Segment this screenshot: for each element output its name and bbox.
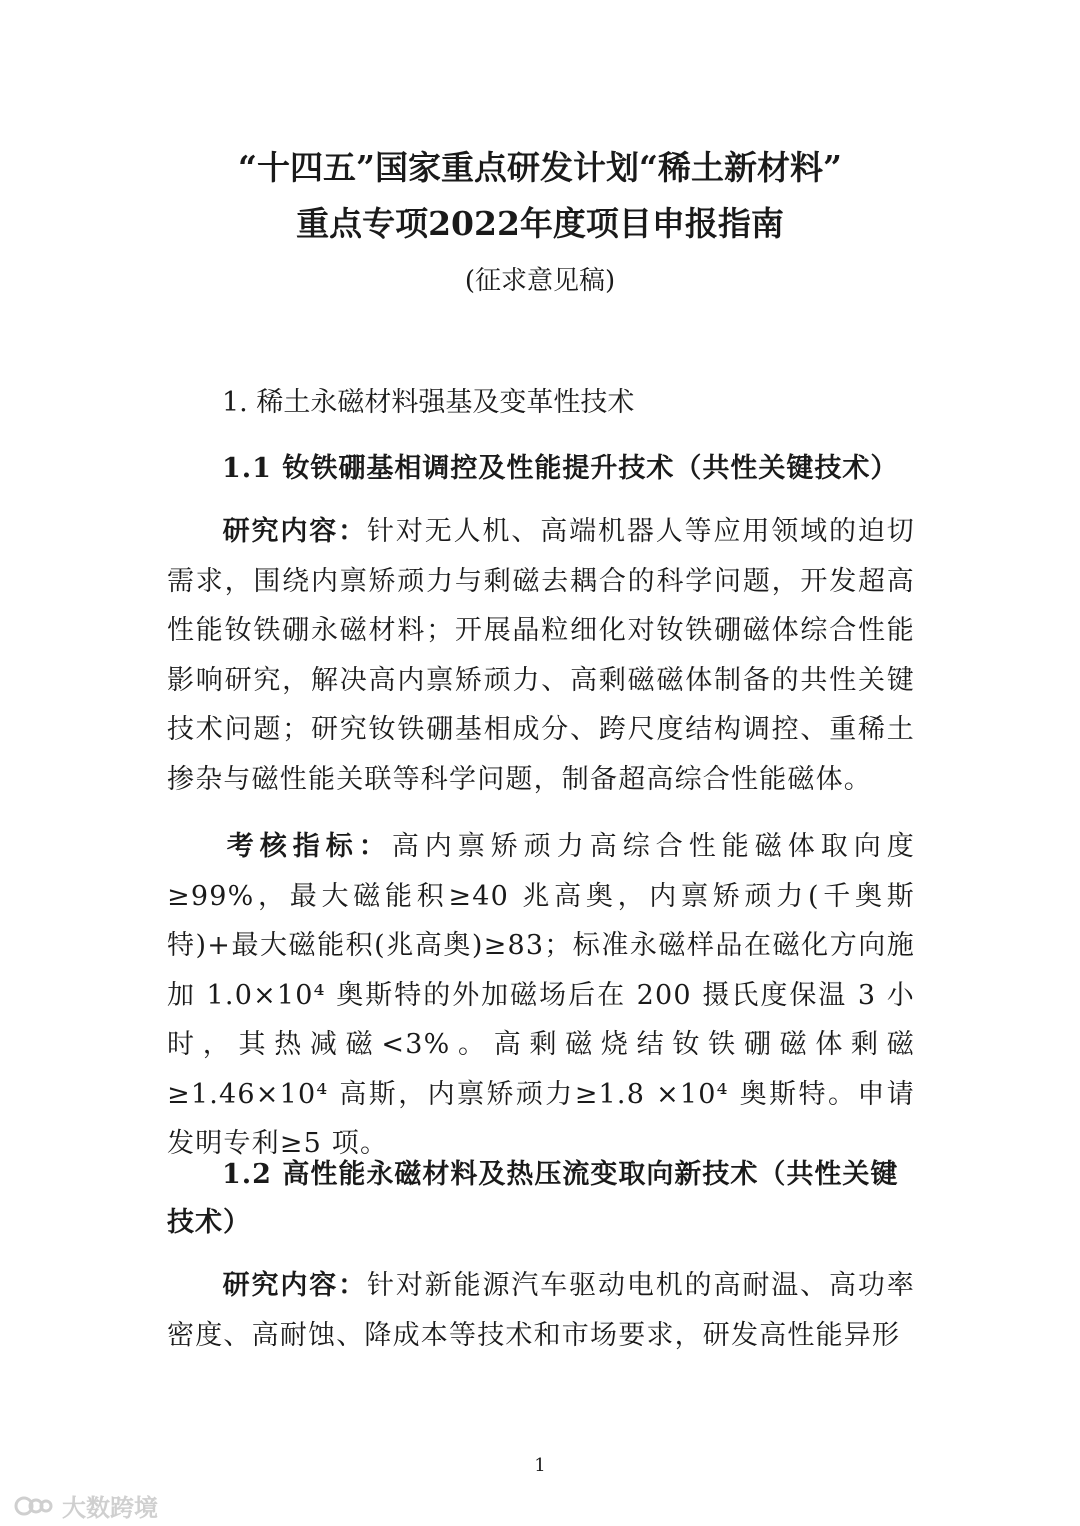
watermark bbox=[14, 1488, 158, 1523]
subsection-1-2-heading-line1: 1.2 高性能永磁材料及热压流变取向新技术（共性关键 bbox=[222, 1159, 899, 1190]
subsection-1-2-heading-line2: 技术） bbox=[167, 1207, 251, 1238]
research-text-2: 针对新能源汽车驱动电机的高耐温、高功率密度、高耐蚀、降成本等技术和市场要求，研发高性能异形 bbox=[167, 1270, 915, 1351]
document-title-line2: 重点专项2022年度项目申报指南 bbox=[296, 204, 784, 243]
research-text: 针对无人机、高端机器人等应用领域的迫切需求，围绕内禀矫顽力与剩磁去耦合的科学问题，开发超高性能钕铁硼永磁材料；开展晶粒细化对钕铁硼磁体综合性能影响研究，解决高内禀矫顽力、高剩磁磁体制备的共性关键技术问题；研究钕铁硼基相成分、跨尺度结构调控、重稀土掺杂与磁性能关联等科学问题，制备超高综合性能磁体。 bbox=[167, 516, 915, 795]
index-text: 高内禀矫顽力高综合性能磁体取向度≥99%，最大磁能积≥40 兆高奥，内禀矫顽力(千奥斯特)+最大磁能积(兆高奥)≥83；标准永磁样品在磁化方向施加 1.0×10⁴ 奥斯特的外加磁场后在 200 摄氏度保温 3 小时，其热减磁<3%。高剩磁烧结钕铁硼磁体剩磁≥1.46×10⁴ 高斯，内禀矫顽力≥1.8 ×10⁴ 奥斯特。申请发明专利≥5 项。 bbox=[167, 831, 916, 1159]
research-lead-label: 研究内容： bbox=[222, 516, 368, 547]
research-lead-label-2: 研究内容： bbox=[222, 1270, 368, 1301]
watermark-logo-icon bbox=[14, 1492, 54, 1520]
watermark-text: 大数跨境 bbox=[62, 1494, 158, 1522]
document-title-line1: “十四五”国家重点研发计划“稀土新材料” bbox=[238, 148, 842, 187]
page-number: 1 bbox=[534, 1455, 546, 1476]
subsection-1-1-index-paragraph bbox=[167, 822, 915, 1169]
document-subtitle: (征求意见稿) bbox=[464, 266, 616, 296]
section-1-heading: 1. 稀土永磁材料强基及变革性技术 bbox=[222, 387, 635, 418]
subsection-1-2-research-paragraph bbox=[167, 1261, 915, 1360]
subsection-1-1-heading: 1.1 钕铁硼基相调控及性能提升技术（共性关键技术） bbox=[222, 453, 899, 484]
index-lead-label: 考核指标： bbox=[222, 831, 392, 862]
subsection-1-1-research-paragraph bbox=[167, 507, 915, 804]
